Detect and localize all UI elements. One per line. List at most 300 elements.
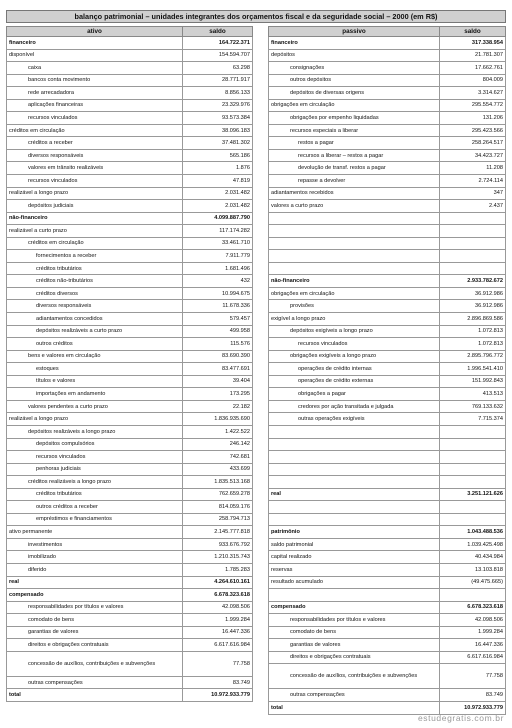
row-label: adiantamentos recebidos	[269, 187, 440, 200]
row-value: 16.447.336	[183, 626, 253, 639]
row-value: 317.338.954	[440, 37, 506, 50]
table-row	[7, 538, 253, 551]
row-value: 42.098.506	[440, 614, 506, 627]
table-row	[269, 338, 506, 351]
row-value	[440, 250, 506, 263]
row-label: compensado	[269, 601, 440, 614]
table-row	[269, 225, 506, 238]
row-label: depósitos compulsórios	[7, 438, 183, 451]
row-label: recursos vinculados	[7, 175, 183, 188]
row-value: 63.298	[183, 62, 253, 75]
table-row	[7, 614, 253, 627]
table-row	[7, 74, 253, 87]
row-value: 47.819	[183, 175, 253, 188]
row-label: depósitos realizáveis a curto prazo	[7, 325, 183, 338]
row-value: 10.972.933.779	[183, 689, 253, 702]
row-value: 579.457	[183, 313, 253, 326]
row-value: 258.794.713	[183, 513, 253, 526]
row-label	[269, 589, 440, 602]
row-label	[269, 212, 440, 225]
row-label: realizável a longo prazo	[7, 413, 183, 426]
table-row	[7, 375, 253, 388]
table-row	[269, 149, 506, 162]
table-row	[7, 689, 253, 702]
row-label	[269, 425, 440, 438]
table-row	[269, 37, 506, 50]
row-label: créditos a receber	[7, 137, 183, 150]
row-value: 10.972.933.779	[440, 701, 506, 714]
table-row	[7, 162, 253, 175]
table-row	[269, 488, 506, 501]
row-label: estoques	[7, 363, 183, 376]
table-row	[7, 49, 253, 62]
table-row	[7, 551, 253, 564]
table-row	[7, 287, 253, 300]
table-row	[7, 62, 253, 75]
row-value: 164.722.371	[183, 37, 253, 50]
table-row	[7, 513, 253, 526]
row-label: responsabilidades por títulos e valores	[7, 601, 183, 614]
row-value: 7.911.779	[183, 250, 253, 263]
row-value: 83.749	[183, 676, 253, 689]
row-value: 295.423.566	[440, 124, 506, 137]
row-value: 814.059.176	[183, 501, 253, 514]
table-row	[269, 501, 506, 514]
row-value: 347	[440, 187, 506, 200]
row-label: depósitos judiciais	[7, 200, 183, 213]
row-value: 7.715.374	[440, 413, 506, 426]
row-label: penhoras judiciais	[7, 463, 183, 476]
row-label: provisões	[269, 300, 440, 313]
row-label: créditos realizáveis a longo prazo	[7, 476, 183, 489]
table-row	[269, 689, 506, 702]
table-row	[269, 300, 506, 313]
row-label: exigível a longo prazo	[269, 313, 440, 326]
table-row	[269, 614, 506, 627]
table-row	[269, 175, 506, 188]
row-value: 83.690.390	[183, 350, 253, 363]
row-label	[269, 451, 440, 464]
row-label: direitos e obrigações contratuais	[7, 639, 183, 652]
row-label: obrigações por empenho liquidadas	[269, 112, 440, 125]
table-row	[7, 250, 253, 263]
row-value: 93.573.384	[183, 112, 253, 125]
table-row	[7, 626, 253, 639]
row-value: 23.329.976	[183, 99, 253, 112]
row-value: 769.133.632	[440, 400, 506, 413]
row-label: responsabilidades por títulos e valores	[269, 614, 440, 627]
row-label: realizável a curto prazo	[7, 225, 183, 238]
table-row	[269, 250, 506, 263]
table-row	[7, 350, 253, 363]
row-label: créditos em circulação	[7, 124, 183, 137]
row-label: repasse a devolver	[269, 175, 440, 188]
table-row	[7, 639, 253, 652]
row-value: 1.210.315.743	[183, 551, 253, 564]
row-label	[269, 237, 440, 250]
row-label: créditos diversos	[7, 287, 183, 300]
row-value: 1.876	[183, 162, 253, 175]
table-row	[269, 476, 506, 489]
row-value	[440, 463, 506, 476]
table-row	[269, 87, 506, 100]
ativo-table	[6, 26, 253, 702]
row-value: 1.681.496	[183, 262, 253, 275]
row-value: 1.043.488.536	[440, 526, 506, 539]
table-row	[269, 451, 506, 464]
row-value: 117.174.282	[183, 225, 253, 238]
row-label: recursos vinculados	[269, 338, 440, 351]
row-label: recursos vinculados	[7, 112, 183, 125]
table-row	[7, 526, 253, 539]
row-label: outros créditos	[7, 338, 183, 351]
table-row	[7, 313, 253, 326]
row-value: 1.999.284	[183, 614, 253, 627]
row-value: 742.681	[183, 451, 253, 464]
table-row	[269, 112, 506, 125]
row-value: 295.554.772	[440, 99, 506, 112]
table-row	[7, 488, 253, 501]
table-row	[7, 363, 253, 376]
row-value: 6.617.616.984	[440, 651, 506, 664]
table-row	[7, 300, 253, 313]
row-label: caixa	[7, 62, 183, 75]
row-value	[440, 425, 506, 438]
row-label: reservas	[269, 563, 440, 576]
row-value: 11.208	[440, 162, 506, 175]
row-value: (49.475.665)	[440, 576, 506, 589]
table-row	[7, 99, 253, 112]
table-row	[7, 237, 253, 250]
row-label	[269, 476, 440, 489]
row-value: 8.856.133	[183, 87, 253, 100]
row-label: compensado	[7, 589, 183, 602]
table-row	[7, 275, 253, 288]
table-row	[269, 589, 506, 602]
table-row	[269, 212, 506, 225]
table-row	[269, 639, 506, 652]
table-row	[269, 275, 506, 288]
row-value: 37.481.302	[183, 137, 253, 150]
table-row	[7, 651, 253, 676]
passivo-table	[268, 26, 506, 715]
row-value: 258.264.517	[440, 137, 506, 150]
row-label: investimentos	[7, 538, 183, 551]
row-value: 2.933.782.672	[440, 275, 506, 288]
row-label: depósitos	[269, 49, 440, 62]
row-label: capital realizado	[269, 551, 440, 564]
ativo-header-label: ativo	[7, 27, 183, 37]
table-row	[269, 664, 506, 689]
table-row	[7, 501, 253, 514]
row-value: 565.186	[183, 149, 253, 162]
row-label: adiantamentos concedidos	[7, 313, 183, 326]
row-value: 173.295	[183, 388, 253, 401]
row-value: 1.072.813	[440, 325, 506, 338]
row-value: 933.676.792	[183, 538, 253, 551]
row-value	[440, 501, 506, 514]
row-label: consignações	[269, 62, 440, 75]
table-row	[7, 676, 253, 689]
row-label: recursos especiais a liberar	[269, 124, 440, 137]
row-value	[440, 212, 506, 225]
row-label: financeiro	[7, 37, 183, 50]
row-label: créditos em circulação	[7, 237, 183, 250]
table-row	[269, 400, 506, 413]
row-value	[440, 225, 506, 238]
row-value: 10.994.675	[183, 287, 253, 300]
row-label: diversos responsáveis	[7, 300, 183, 313]
ativo-header-row	[7, 27, 253, 37]
row-value: 77.758	[183, 651, 253, 676]
table-row	[269, 413, 506, 426]
row-label: recursos a liberar – restos a pagar	[269, 149, 440, 162]
row-value: 40.434.984	[440, 551, 506, 564]
row-label: total	[7, 689, 183, 702]
row-label	[269, 262, 440, 275]
table-row	[269, 62, 506, 75]
row-label: valores em trânsito realizáveis	[7, 162, 183, 175]
row-label: aplicações financeiras	[7, 99, 183, 112]
table-row	[7, 87, 253, 100]
row-label: obrigações exigíveis a longo prazo	[269, 350, 440, 363]
passivo-body	[269, 37, 506, 715]
table-row	[7, 212, 253, 225]
row-label: diversos responsáveis	[7, 149, 183, 162]
table-row	[269, 99, 506, 112]
table-row	[269, 463, 506, 476]
row-value: 246.142	[183, 438, 253, 451]
page-title: balanço patrimonial – unidades integrantes dos orçamentos fiscal e da seguridade social – 2000 (em R$)	[6, 10, 506, 23]
ativo-column	[6, 26, 253, 702]
row-value	[440, 476, 506, 489]
row-label: créditos tributários	[7, 262, 183, 275]
table-row	[7, 187, 253, 200]
row-label: títulos e valores	[7, 375, 183, 388]
table-row	[269, 124, 506, 137]
row-label: rede arrecadadora	[7, 87, 183, 100]
row-value: 36.912.986	[440, 287, 506, 300]
row-value: 17.662.761	[440, 62, 506, 75]
row-value: 762.659.278	[183, 488, 253, 501]
row-value: 413.513	[440, 388, 506, 401]
row-value: 154.594.707	[183, 49, 253, 62]
row-label	[269, 501, 440, 514]
row-value: 3.251.121.626	[440, 488, 506, 501]
table-row	[269, 388, 506, 401]
row-label: outras compensações	[7, 676, 183, 689]
row-label: realizável a longo prazo	[7, 187, 183, 200]
row-label: não-financeiro	[7, 212, 183, 225]
passivo-header-row	[269, 27, 506, 37]
table-row	[7, 124, 253, 137]
table-row	[269, 563, 506, 576]
table-row	[7, 563, 253, 576]
table-row	[7, 400, 253, 413]
row-value: 39.404	[183, 375, 253, 388]
row-value: 16.447.336	[440, 639, 506, 652]
table-row	[7, 438, 253, 451]
row-value: 1.836.935.690	[183, 413, 253, 426]
row-label: diferido	[7, 563, 183, 576]
row-value: 2.031.482	[183, 187, 253, 200]
table-row	[269, 187, 506, 200]
row-label: outras compensações	[269, 689, 440, 702]
table-row	[269, 137, 506, 150]
row-label: outras operações exigíveis	[269, 413, 440, 426]
table-row	[7, 338, 253, 351]
row-label: resultado acumulado	[269, 576, 440, 589]
passivo-header-label: passivo	[269, 27, 440, 37]
row-value: 2.145.777.818	[183, 526, 253, 539]
row-value	[440, 262, 506, 275]
row-label: concessão de auxílios, contribuições e subvenções	[7, 651, 183, 676]
row-label: real	[7, 576, 183, 589]
row-label: depósitos exigíveis a longo prazo	[269, 325, 440, 338]
row-value: 83.749	[440, 689, 506, 702]
table-row	[269, 375, 506, 388]
row-value: 28.771.917	[183, 74, 253, 87]
table-row	[7, 576, 253, 589]
row-label: depósitos de diversas origens	[269, 87, 440, 100]
row-label: valores pendentes a curto prazo	[7, 400, 183, 413]
row-value: 432	[183, 275, 253, 288]
table-row	[7, 325, 253, 338]
row-label: obrigações em circulação	[269, 99, 440, 112]
row-label: patrimônio	[269, 526, 440, 539]
row-value: 2.895.796.772	[440, 350, 506, 363]
row-label: operações de crédito externas	[269, 375, 440, 388]
row-value: 2.437	[440, 200, 506, 213]
watermark: estudegratis.com.br	[417, 713, 504, 723]
row-value: 34.423.727	[440, 149, 506, 162]
row-label	[269, 463, 440, 476]
row-value: 21.781.307	[440, 49, 506, 62]
row-label: bancos conta movimento	[7, 74, 183, 87]
row-label: operações de crédito internas	[269, 363, 440, 376]
row-label	[269, 225, 440, 238]
table-row	[269, 313, 506, 326]
row-label: credores por ação transitada e julgada	[269, 400, 440, 413]
row-value: 11.678.336	[183, 300, 253, 313]
row-label: ativo permanente	[7, 526, 183, 539]
row-label: obrigações a pagar	[269, 388, 440, 401]
row-value: 6.678.323.618	[440, 601, 506, 614]
row-value: 499.958	[183, 325, 253, 338]
row-value: 13.103.818	[440, 563, 506, 576]
table-row	[7, 225, 253, 238]
table-row	[269, 287, 506, 300]
table-row	[269, 576, 506, 589]
table-row	[269, 363, 506, 376]
table-row	[269, 513, 506, 526]
row-label: saldo patrimonial	[269, 538, 440, 551]
table-row	[7, 262, 253, 275]
row-label: não-financeiro	[269, 275, 440, 288]
row-value: 36.912.986	[440, 300, 506, 313]
table-row	[7, 451, 253, 464]
table-row	[269, 538, 506, 551]
row-label: bens e valores em circulação	[7, 350, 183, 363]
table-row	[7, 388, 253, 401]
row-value	[440, 237, 506, 250]
table-row	[269, 626, 506, 639]
table-row	[7, 149, 253, 162]
row-value: 4.264.610.161	[183, 576, 253, 589]
row-label: fornecimentos a receber	[7, 250, 183, 263]
row-label: devolução de transf. restos a pagar	[269, 162, 440, 175]
table-row	[7, 425, 253, 438]
row-value: 1.835.513.168	[183, 476, 253, 489]
row-value: 131.206	[440, 112, 506, 125]
row-value: 6.678.323.618	[183, 589, 253, 602]
row-value: 83.477.691	[183, 363, 253, 376]
row-value: 3.314.627	[440, 87, 506, 100]
table-row	[269, 74, 506, 87]
row-label	[269, 513, 440, 526]
table-row	[269, 262, 506, 275]
table-row	[269, 425, 506, 438]
table-row	[7, 175, 253, 188]
row-label: empréstimos e financiamentos	[7, 513, 183, 526]
row-value: 4.099.887.790	[183, 212, 253, 225]
row-value: 38.096.183	[183, 124, 253, 137]
row-label	[269, 438, 440, 451]
row-value: 1.996.541.410	[440, 363, 506, 376]
row-label: importações em andamento	[7, 388, 183, 401]
table-row	[7, 137, 253, 150]
passivo-column	[268, 26, 506, 715]
row-value: 115.576	[183, 338, 253, 351]
row-label: comodato de bens	[269, 626, 440, 639]
row-value: 433.699	[183, 463, 253, 476]
table-row	[269, 526, 506, 539]
table-row	[7, 463, 253, 476]
row-value: 1.072.813	[440, 338, 506, 351]
row-label: financeiro	[269, 37, 440, 50]
row-label: outros depósitos	[269, 74, 440, 87]
row-value: 2.031.482	[183, 200, 253, 213]
row-label: créditos tributários	[7, 488, 183, 501]
row-value: 804.009	[440, 74, 506, 87]
ativo-body	[7, 37, 253, 702]
table-row	[269, 200, 506, 213]
row-label: depósitos realizáveis a longo prazo	[7, 425, 183, 438]
row-label: recursos vinculados	[7, 451, 183, 464]
row-value: 22.182	[183, 400, 253, 413]
row-label: disponível	[7, 49, 183, 62]
row-value: 1.039.425.498	[440, 538, 506, 551]
table-row	[7, 476, 253, 489]
table-row	[7, 413, 253, 426]
row-value: 1.422.522	[183, 425, 253, 438]
row-label	[269, 250, 440, 263]
table-row	[269, 551, 506, 564]
row-value: 1.785.283	[183, 563, 253, 576]
row-value: 6.617.616.984	[183, 639, 253, 652]
table-row	[269, 601, 506, 614]
row-label: concessão de auxílios, contribuições e subvenções	[269, 664, 440, 689]
table-row	[269, 49, 506, 62]
table-row	[269, 237, 506, 250]
row-value: 151.992.843	[440, 375, 506, 388]
table-row	[7, 601, 253, 614]
row-value	[440, 451, 506, 464]
table-row	[269, 438, 506, 451]
row-value: 77.758	[440, 664, 506, 689]
row-label: outros créditos a receber	[7, 501, 183, 514]
row-label: garantias de valores	[7, 626, 183, 639]
